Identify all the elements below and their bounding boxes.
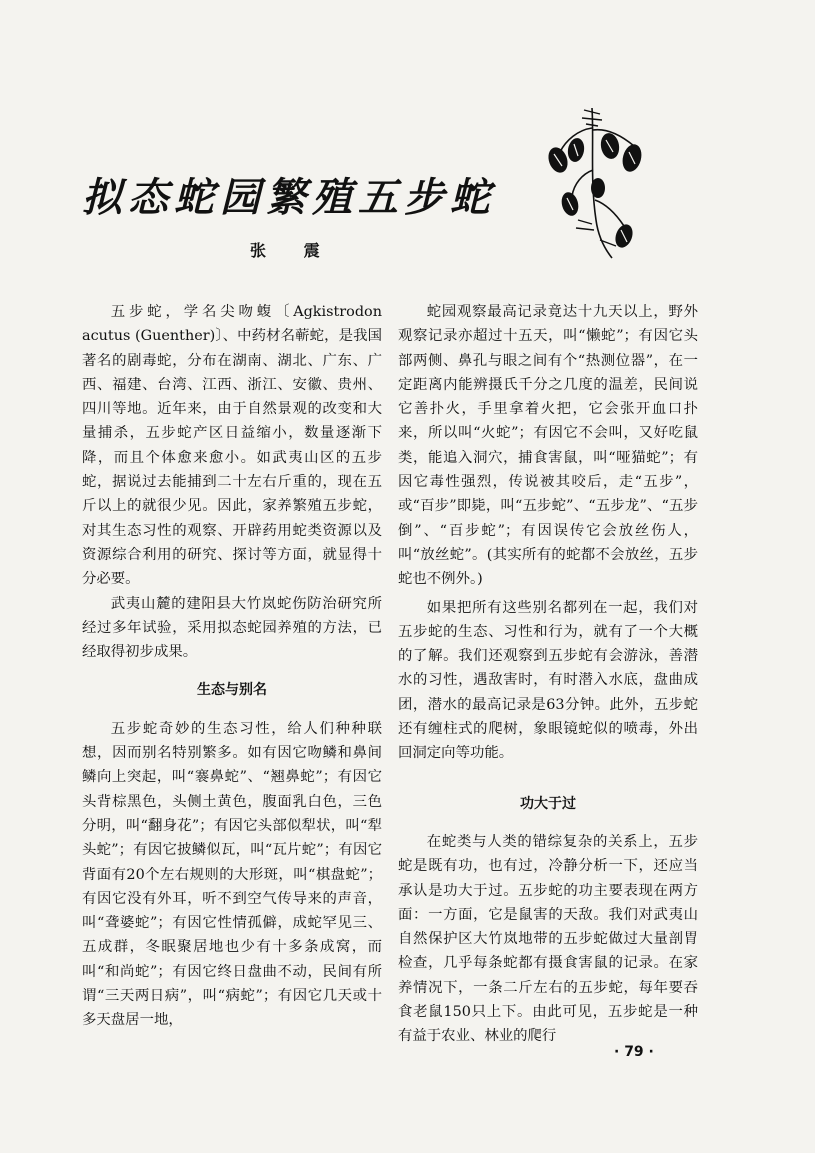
paragraph: 五步蛇，学名尖吻蝮〔Agkistrodon acutus (Guenther)〕、中药材名蕲蛇，是我国著名的剧毒蛇，分布在湖南、湖北、广东、广西、福建、台湾、江西、浙江、安徽、贵州、四川等地。近年来，由于自然景观的改变和大量捕杀，五步蛇产区日益缩小，数量逐渐下降，而且个体愈来愈小。如武夷山区的五步蛇，据说过去能捕到二十左右斤重的，现在五斤以上的就很少见。因此，家养繁殖五步蛇，对其生态习性的观察、开辟药用蛇类资源以及资源综合利用的研究、探讨等方面，就显得十分必要。	[82, 304, 382, 588]
paragraph: 蛇园观察最高记录竟达十九天以上，野外观察记录亦超过十五天，叫“懒蛇”；有因它头部两侧、鼻孔与眼之间有个“热测位器”，在一定距离内能辨摄氏千分之几度的温差，民间说它善扑火，手里拿着火把，它会张开血口扑来，所以叫“火蛇”；有因它不会叫，又好吃鼠类，能追入洞穴，捕食害鼠，叫“哑猫蛇”；有因它毒性强烈，传说被其咬后，走“五步”，或“百步”即毙，叫“五步蛇”、“五步龙”、“五步倒”、“百步蛇”；有因误传它会放丝伤人，叫“放丝蛇”。(其实所有的蛇都不会放丝，五步蛇也不例外。)	[398, 304, 698, 588]
left-column	[82, 300, 382, 1033]
right-column	[398, 300, 698, 1049]
paragraph: 在蛇类与人类的错综复杂的关系上，五步蛇是既有功，也有过，冷静分析一下，还应当承认是功大于过。五步蛇的功主要表现在两方面：一方面，它是鼠害的天敌。我们对武夷山自然保护区大竹岚地带的五步蛇做过大量剖胃检查，几乎每条蛇都有摄食害鼠的记录。在家养情况下，一条二斤左右的五步蛇，每年要吞食老鼠150只上下。由此可见，五步蛇是一种有益于农业、林业的爬行	[398, 833, 698, 1045]
article-author: 张 震	[250, 241, 336, 260]
page-number: · 79 ·	[614, 1044, 654, 1060]
article-title: 拟态蛇园繁殖五步蛇	[82, 175, 496, 221]
paragraph: 武夷山麓的建阳县大竹岚蛇伤防治研究所经过多年试验，采用拟态蛇园养殖的方法，已经取得初步成果。	[82, 595, 382, 661]
paragraph: 五步蛇奇妙的生态习性，给人们种种联想，因而别名特别繁多。如有因它吻鳞和鼻间鳞向上突起，叫“褰鼻蛇”、“翘鼻蛇”；有因它头背棕黑色，头侧土黄色，腹面乳白色，三色分明，叫“翻身花”；有因它头部似犁状，叫“犁头蛇”；有因它披鳞似瓦，叫“瓦片蛇”；有因它背面有20个左右规则的大形斑，叫“棋盘蛇”；有因它没有外耳，听不到空气传导来的声音，叫“聋婆蛇”；有因它性情孤僻，成蛇罕见三、五成群，冬眠聚居地也少有十多条成窝，而叫“和尚蛇”；有因它终日盘曲不动，民间有所谓“三天两日病”，叫“病蛇”；有因它几天或十多天盘居一地，	[82, 720, 382, 1029]
paragraph: 如果把所有这些别名都列在一起，我们对五步蛇的生态、习性和行为，就有了一个大概的了解。我们还观察到五步蛇有会游泳，善潜水的习性，遇敌害时，有时潜入水底，盘曲成团，潜水的最高记录是63分钟。此外，五步蛇还有缠柱式的爬树，象眼镜蛇似的喷毒，外出回洞定向等功能。	[398, 599, 698, 762]
section-heading: 生态与别名	[197, 682, 267, 699]
section-heading: 功大于过	[520, 795, 576, 812]
plant-illustration	[538, 100, 646, 260]
